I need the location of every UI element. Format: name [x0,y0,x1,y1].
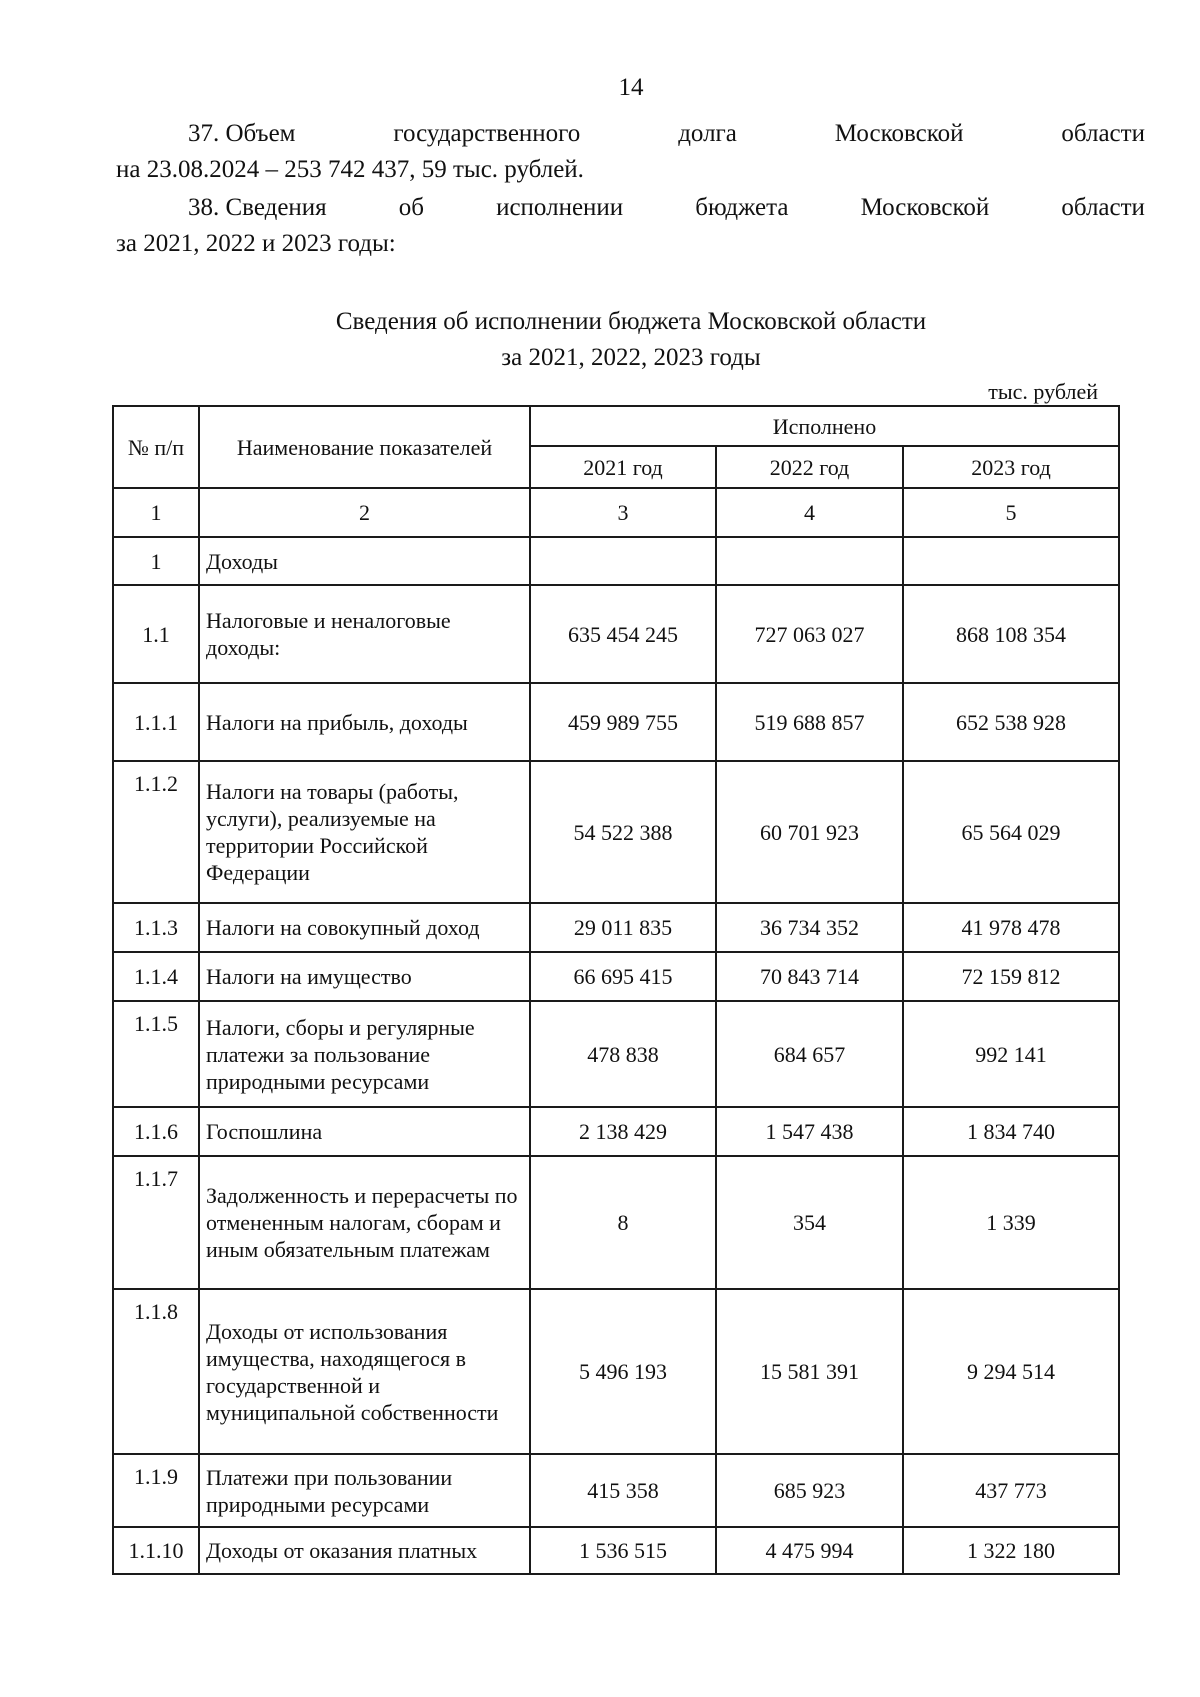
col-number-2: 2 [199,488,530,537]
row-num: 1.1 [113,585,199,683]
row-value-2021: 478 838 [530,1001,716,1107]
paragraph-38 [116,190,1145,262]
row-value-2021: 2 138 429 [530,1107,716,1156]
table-row [113,1156,1119,1289]
row-value-2022: 4 475 994 [716,1527,903,1574]
table-row [113,761,1119,903]
table-row [113,585,1119,683]
row-num: 1 [113,537,199,585]
row-name: Платежи при пользовании природными ресурсами [199,1454,530,1527]
table-row [113,952,1119,1001]
col-number-5: 5 [903,488,1119,537]
row-value-2023: 1 834 740 [903,1107,1119,1156]
header-year-2021: 2021 год [530,446,716,488]
row-num: 1.1.10 [113,1527,199,1574]
page-number: 14 [618,74,644,101]
para38-word: области [1061,194,1145,221]
row-num: 1.1.4 [113,952,199,1001]
row-value-2023: 437 773 [903,1454,1119,1527]
row-num: 1.1.5 [113,1001,199,1107]
row-value-2022: 684 657 [716,1001,903,1107]
row-value-2022: 727 063 027 [716,585,903,683]
table-title-line1: Сведения об исполнении бюджета Московской области [335,308,927,335]
row-name: Налоги, сборы и регулярные платежи за пользование природными ресурсами [199,1001,530,1107]
para37-word: Московской [834,120,964,147]
para37-word: долга [678,120,737,147]
header-name: Наименование показателей [199,406,530,488]
para37-word: области [1061,120,1145,147]
row-value-2023: 652 538 928 [903,683,1119,761]
row-value-2021: 5 496 193 [530,1289,716,1454]
table-row [113,1454,1119,1527]
header-year-2022: 2022 год [716,446,903,488]
row-value-2022: 519 688 857 [716,683,903,761]
row-name: Задолженность и перерасчеты по отмененным налогам, сборам и иным обязательным платежам [199,1156,530,1289]
row-num: 1.1.8 [113,1289,199,1454]
row-value-2022: 36 734 352 [716,903,903,952]
para38-word: бюджета [695,194,789,221]
paragraph-38-line2: за 2021, 2022 и 2023 годы: [116,230,396,257]
row-num: 1.1.9 [113,1454,199,1527]
row-name: Доходы [199,537,530,585]
para38-word: исполнении [496,194,624,221]
row-num: 1.1.7 [113,1156,199,1289]
row-num: 1.1.6 [113,1107,199,1156]
table-row [113,1527,1119,1574]
row-value-2021: 635 454 245 [530,585,716,683]
row-name: Налоги на прибыль, доходы [199,683,530,761]
row-value-2022: 685 923 [716,1454,903,1527]
table-row [113,903,1119,952]
table-row [113,683,1119,761]
row-value-2021: 54 522 388 [530,761,716,903]
header-executed: Исполнено [530,406,1119,446]
row-name: Налоговые и неналоговые доходы: [199,585,530,683]
row-num: 1.1.2 [113,761,199,903]
row-value-2022: 60 701 923 [716,761,903,903]
row-name: Налоги на совокупный доход [199,903,530,952]
para38-word: Московской [860,194,990,221]
row-value-2021: 459 989 755 [530,683,716,761]
para38-word: 38. Сведения [188,194,327,221]
row-value-2021: 8 [530,1156,716,1289]
row-name: Доходы от оказания платных [199,1527,530,1574]
row-value-2023: 992 141 [903,1001,1119,1107]
row-value-2022: 354 [716,1156,903,1289]
para38-word: об [398,194,424,221]
unit-label: тыс. рублей [988,379,1098,404]
row-name: Доходы от использования имущества, находящегося в государственной и муниципальной собственности [199,1289,530,1454]
table-title [0,304,1200,376]
row-name: Налоги на имущество [199,952,530,1001]
col-number-3: 3 [530,488,716,537]
table-row [113,1107,1119,1156]
row-value-2023: 65 564 029 [903,761,1119,903]
row-num: 1.1.1 [113,683,199,761]
row-name: Налоги на товары (работы, услуги), реализуемые на территории Российской Федерации [199,761,530,903]
paragraph-37-line1 [116,116,1145,152]
row-value-2021: 29 011 835 [530,903,716,952]
para37-word: 37. Объем [188,120,296,147]
table-title-line2: за 2021, 2022, 2023 годы [501,344,761,371]
row-value-2022: 15 581 391 [716,1289,903,1454]
row-value-2021: 66 695 415 [530,952,716,1001]
row-value-2023: 1 339 [903,1156,1119,1289]
row-num: 1.1.3 [113,903,199,952]
row-value-2022 [716,537,903,585]
row-value-2023: 868 108 354 [903,585,1119,683]
paragraph-37-line2: на 23.08.2024 – 253 742 437, 59 тыс. рублей. [116,156,584,183]
para37-word: государственного [393,120,581,147]
row-value-2023: 41 978 478 [903,903,1119,952]
row-value-2023 [903,537,1119,585]
row-value-2023: 9 294 514 [903,1289,1119,1454]
table-row [113,1001,1119,1107]
row-value-2021: 415 358 [530,1454,716,1527]
row-value-2022: 70 843 714 [716,952,903,1001]
budget-table [112,405,1120,1575]
row-value-2023: 1 322 180 [903,1527,1119,1574]
row-value-2022: 1 547 438 [716,1107,903,1156]
header-num: № п/п [113,406,199,488]
header-year-2023: 2023 год [903,446,1119,488]
row-value-2021 [530,537,716,585]
paragraph-37 [116,116,1145,188]
row-name: Госпошлина [199,1107,530,1156]
paragraph-38-line1 [116,190,1145,226]
col-number-1: 1 [113,488,199,537]
col-number-4: 4 [716,488,903,537]
table-row [113,1289,1119,1454]
table-row [113,537,1119,585]
row-value-2023: 72 159 812 [903,952,1119,1001]
row-value-2021: 1 536 515 [530,1527,716,1574]
